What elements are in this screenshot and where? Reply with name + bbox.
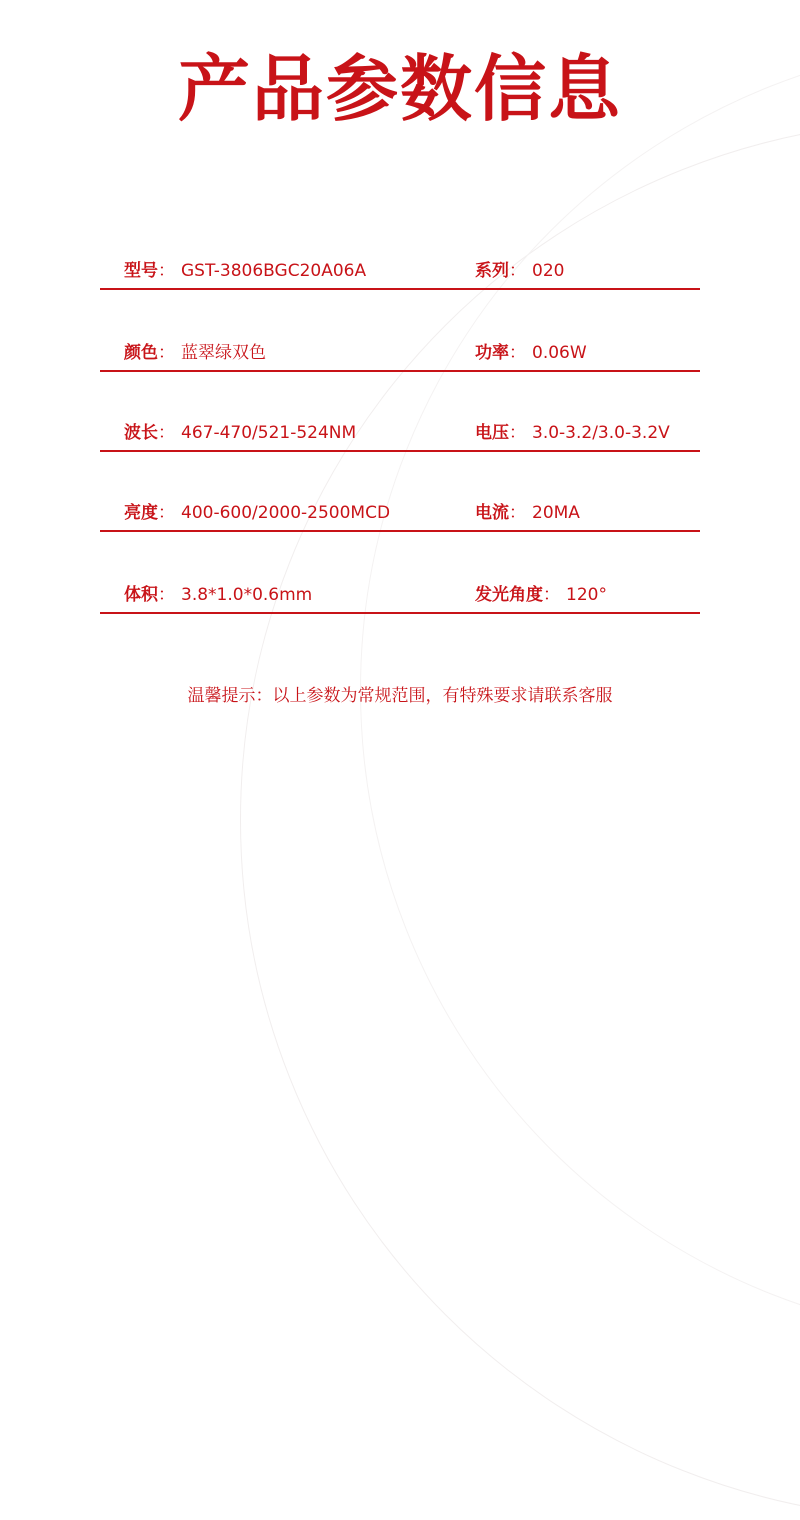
spec-size xyxy=(124,584,312,606)
spec-value: 0.06W xyxy=(532,343,587,363)
spec-separator: ： xyxy=(158,503,175,523)
spec-label: 功率 xyxy=(475,343,509,363)
spec-row xyxy=(100,394,700,452)
spec-separator: ： xyxy=(509,261,526,281)
spec-label: 系列 xyxy=(475,261,509,281)
spec-separator: ： xyxy=(158,585,175,605)
spec-separator: ： xyxy=(543,585,560,605)
spec-value: 3.8*1.0*0.6mm xyxy=(181,585,313,605)
spec-separator: ： xyxy=(158,423,175,443)
spec-color xyxy=(124,342,266,364)
spec-power xyxy=(475,342,587,364)
spec-row xyxy=(100,474,700,532)
spec-value: 120° xyxy=(566,585,607,605)
spec-row xyxy=(100,556,700,614)
spec-separator: ： xyxy=(509,343,526,363)
spec-value: 蓝翠绿双色 xyxy=(181,343,266,363)
spec-value: 020 xyxy=(532,261,565,281)
spec-separator: ： xyxy=(509,503,526,523)
spec-label: 型号 xyxy=(124,261,158,281)
spec-separator: ： xyxy=(158,343,175,363)
spec-brightness xyxy=(124,502,390,524)
spec-row xyxy=(100,232,700,290)
spec-series xyxy=(475,260,564,282)
spec-voltage xyxy=(475,422,670,444)
spec-label: 发光角度 xyxy=(475,585,543,605)
spec-current xyxy=(475,502,580,524)
spec-value: 20MA xyxy=(532,503,580,523)
page-title: 产品参数信息 xyxy=(177,47,622,131)
spec-row xyxy=(100,314,700,372)
spec-label: 电流 xyxy=(475,503,509,523)
spec-separator: ： xyxy=(158,261,175,281)
spec-wavelength xyxy=(124,422,356,444)
spec-value: 3.0-3.2/3.0-3.2V xyxy=(532,423,670,443)
spec-value: 400-600/2000-2500MCD xyxy=(181,503,391,523)
notice-text: 温馨提示：以上参数为常规范围，有特殊要求请联系客服 xyxy=(187,686,613,706)
spec-value: GST-3806BGC20A06A xyxy=(181,261,367,281)
spec-separator: ： xyxy=(509,423,526,443)
spec-label: 亮度 xyxy=(124,503,158,523)
spec-label: 颜色 xyxy=(124,343,158,363)
spec-label: 电压 xyxy=(475,423,509,443)
spec-value: 467-470/521-524NM xyxy=(181,423,357,443)
spec-label: 波长 xyxy=(124,423,158,443)
spec-model xyxy=(124,260,366,282)
spec-label: 体积 xyxy=(124,585,158,605)
spec-viewing-angle xyxy=(475,584,607,606)
